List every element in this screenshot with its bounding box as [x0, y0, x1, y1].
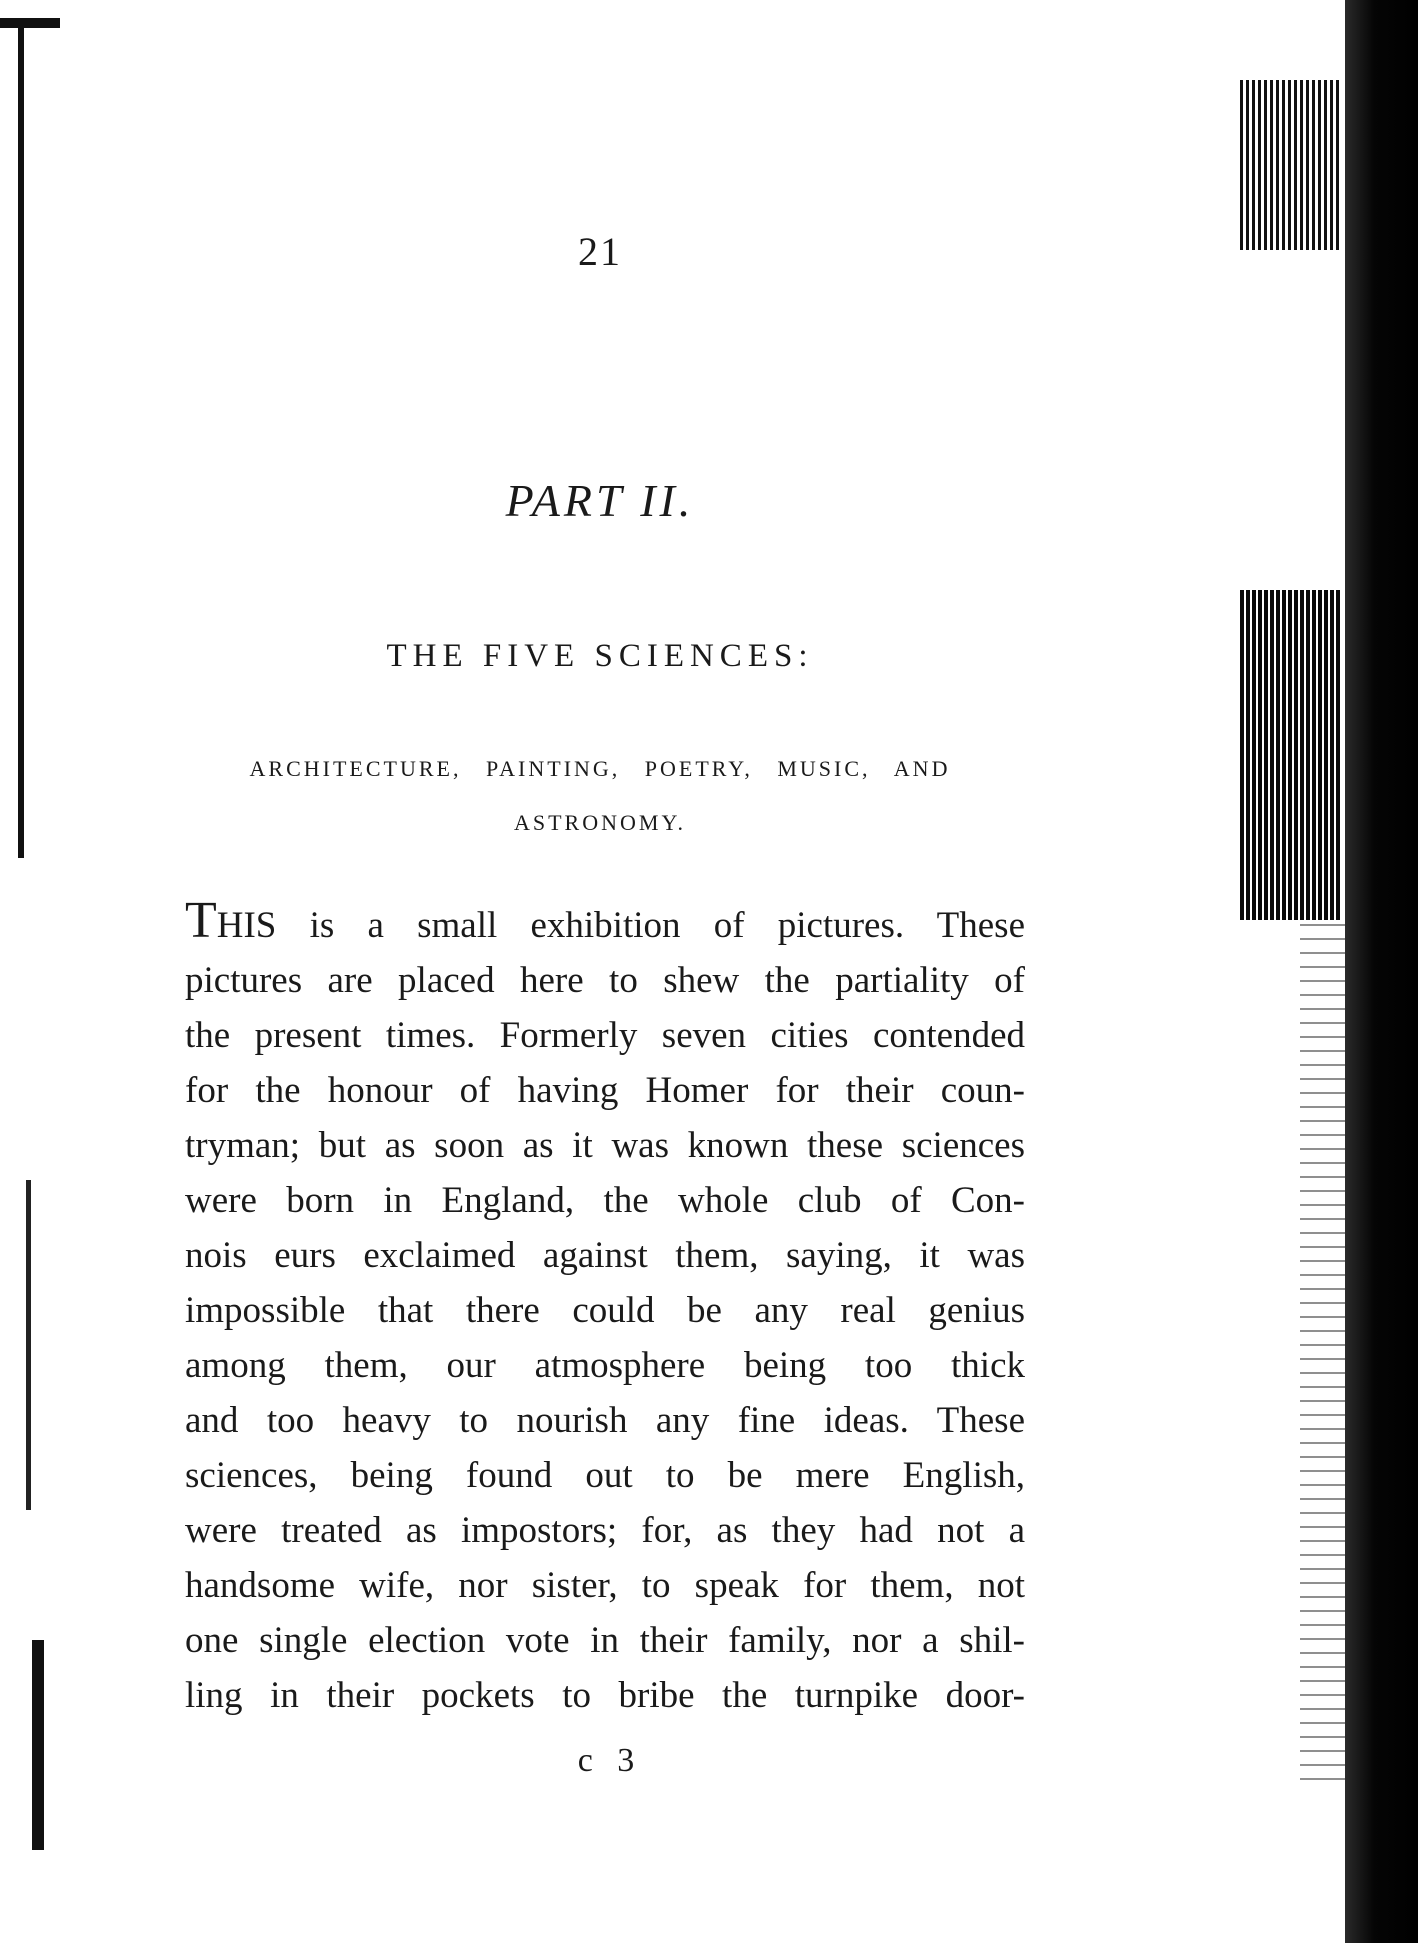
body-line: one single election vote in their family, nor a shil- — [185, 1620, 1025, 1661]
subtitle-line-1: ARCHITECTURE, PAINTING, POETRY, MUSIC, AND — [249, 756, 951, 781]
body-line: and too heavy to nourish any fine ideas. These — [185, 1400, 1025, 1441]
body-line: were treated as impostors; for, as they had not a — [185, 1510, 1025, 1551]
scan-edge-right-band-lower — [1300, 920, 1345, 1780]
part-title: PART II. — [505, 475, 695, 526]
scan-edge-right-band-top — [1240, 80, 1340, 250]
page-number: 21 — [578, 229, 622, 274]
first-line-text: is a small exhibition of pictures. These — [276, 905, 1025, 946]
body-line: sciences, being found out to be mere English, — [185, 1455, 1025, 1496]
scan-edge-left-top — [0, 18, 60, 28]
scan-edge-left-bottom — [32, 1640, 44, 1850]
body-line: tryman; but as soon as it was known these sciences — [185, 1125, 1025, 1166]
signature-mark: c 3 — [577, 1742, 643, 1779]
body-line: nois eurs exclaimed against them, saying, it was — [185, 1235, 1025, 1276]
body-line: among them, our atmosphere being too thick — [185, 1345, 1025, 1386]
body-line: pictures are placed here to shew the partiality of — [185, 960, 1025, 1001]
scan-edge-right-band-middle — [1240, 590, 1340, 920]
body-line: handsome wife, nor sister, to speak for them, not — [185, 1565, 1025, 1606]
body-line: for the honour of having Homer for their coun- — [185, 1070, 1025, 1111]
scan-edge-left — [18, 28, 24, 858]
small-caps-word: HIS — [216, 905, 277, 946]
body-line: were born in England, the whole club of Con- — [185, 1180, 1025, 1221]
drop-initial: T — [185, 892, 217, 949]
body-line: ling in their pockets to bribe the turnpike door- — [185, 1675, 1025, 1716]
section-title: THE FIVE SCIENCES: — [386, 638, 814, 674]
body-line: the present times. Formerly seven cities contended — [185, 1015, 1025, 1056]
body-paragraph — [185, 892, 1025, 1723]
scan-edge-right — [1345, 0, 1418, 1943]
subtitle-line-2: ASTRONOMY. — [513, 810, 686, 835]
scan-edge-left-lower — [26, 1180, 31, 1510]
body-line: impossible that there could be any real genius — [185, 1290, 1025, 1331]
body-line-1 — [185, 892, 1025, 953]
